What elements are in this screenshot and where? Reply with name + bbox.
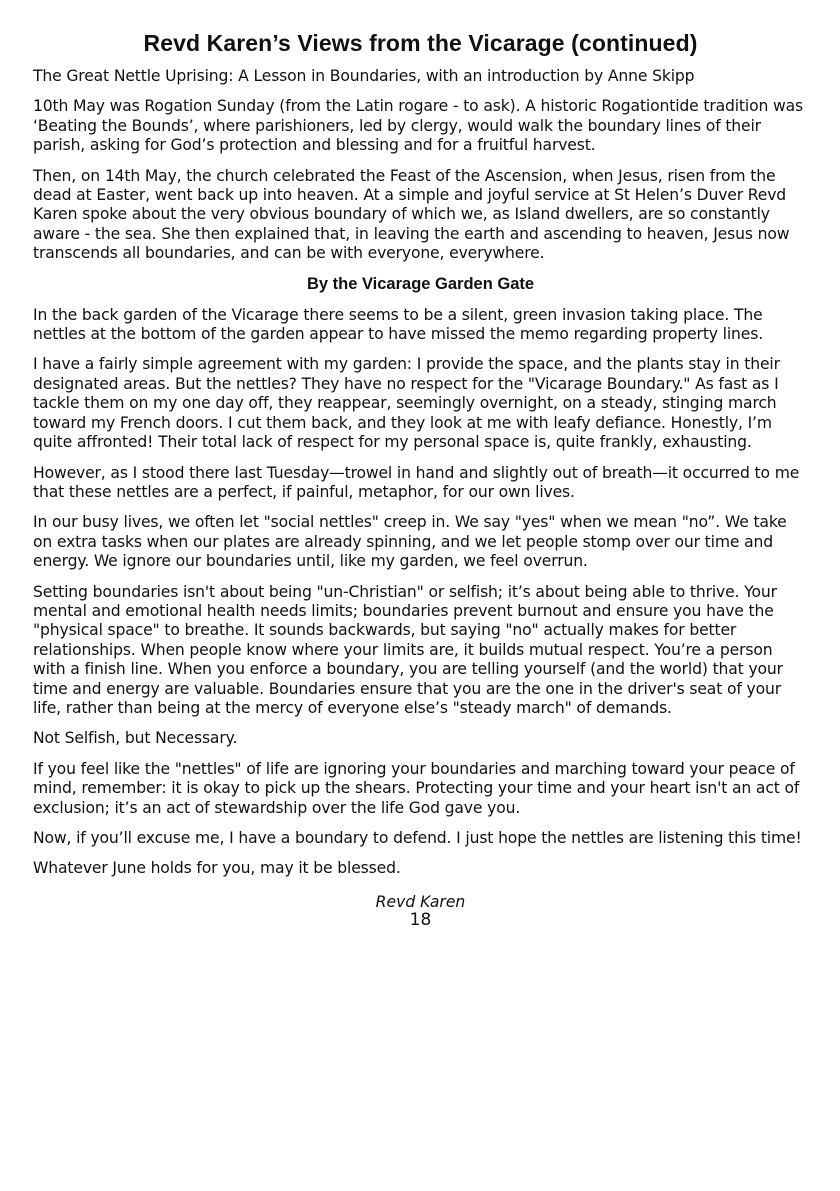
- body-paragraph: Whatever June holds for you, may it be blessed.: [33, 859, 401, 878]
- body-paragraph: Not Selfish, but Necessary.: [33, 729, 238, 748]
- intro-paragraph: 10th May was Rogation Sunday (from the Latin rogare - to ask). A historic Rogationtide tradition was ‘Beating the Bounds’, where parishioners, led by clergy, would walk the boundary lines of their parish, asking for God’s protection and blessing and for a fruitful harvest.: [33, 97, 803, 155]
- newsletter-page: [33, 30, 808, 929]
- page-title: Revd Karen’s Views from the Vicarage (continued): [143, 30, 698, 56]
- author-signoff: Revd Karen: [375, 892, 466, 911]
- section-subheading: By the Vicarage Garden Gate: [306, 274, 535, 293]
- intro-paragraph: The Great Nettle Uprising: A Lesson in Boundaries, with an introduction by Anne Skipp: [33, 67, 695, 85]
- body-paragraph: Now, if you’ll excuse me, I have a boundary to defend. I just hope the nettles are listening this time!: [33, 829, 802, 847]
- body-paragraph: If you feel like the "nettles" of life are ignoring your boundaries and marching toward your peace of mind, remember: it is okay to pick up the shears. Protecting your time and your heart isn't an act of exclusion; it’s an act of stewardship over the life God gave you.: [33, 759, 800, 817]
- body-paragraph: In the back garden of the Vicarage there seems to be a silent, green invasion taking place. The nettles at the bottom of the garden appear to have missed the memo regarding property lines.: [33, 305, 763, 344]
- intro-paragraph: Then, on 14th May, the church celebrated the Feast of the Ascension, when Jesus, risen from the dead at Easter, went back up into heaven. At a simple and joyful service at St Helen’s Duver Revd Karen spoke about the very obvious boundary of which we, as Island dwellers, are so constantly aware - the sea. She then explained that, in leaving the earth and ascending to heaven, Jesus now transcends all boundaries, and can be with everyone, everywhere.: [33, 166, 790, 263]
- body-paragraph: In our busy lives, we often let "social nettles" creep in. We say "yes" when we mean "no”. We take on extra tasks when our plates are already spinning, and we let people stomp over our time and energy. We ignore our boundaries until, like my garden, we feel overrun.: [33, 513, 787, 571]
- page-number: 18: [409, 909, 432, 930]
- body-paragraph: However, as I stood there last Tuesday—trowel in hand and slightly out of breath—it occurred to me that these nettles are a perfect, if painful, metaphor, for our own lives.: [33, 463, 800, 501]
- body-paragraph: I have a fairly simple agreement with my garden: I provide the space, and the plants stay in their designated areas. But the nettles? They have no respect for the "Vicarage Boundary." As fast as I tackle them on my one day off, they reappear, seemingly overnight, on a steady, stinging march toward my French doors. I cut them back, and they look at me with leafy defiance. Honestly, I’m quite affronted! Their total lack of respect for my personal space is, quite frankly, exhausting.: [33, 355, 780, 452]
- body-paragraph: Setting boundaries isn't about being "un-Christian" or selfish; it’s about being able to thrive. Your mental and emotional health needs limits; boundaries prevent burnout and ensure you have the "physical space" to breathe. It sounds backwards, but saying "no" actually makes for better relationships. When people know where your limits are, it builds mutual respect. You’re a person with a finish line. When you enforce a boundary, you are telling yourself (and the world) that your time and energy are valuable. Boundaries ensure that you are the one in the driver's seat of your life, rather than being at the mercy of everyone else’s "steady march" of demands.: [33, 582, 783, 717]
